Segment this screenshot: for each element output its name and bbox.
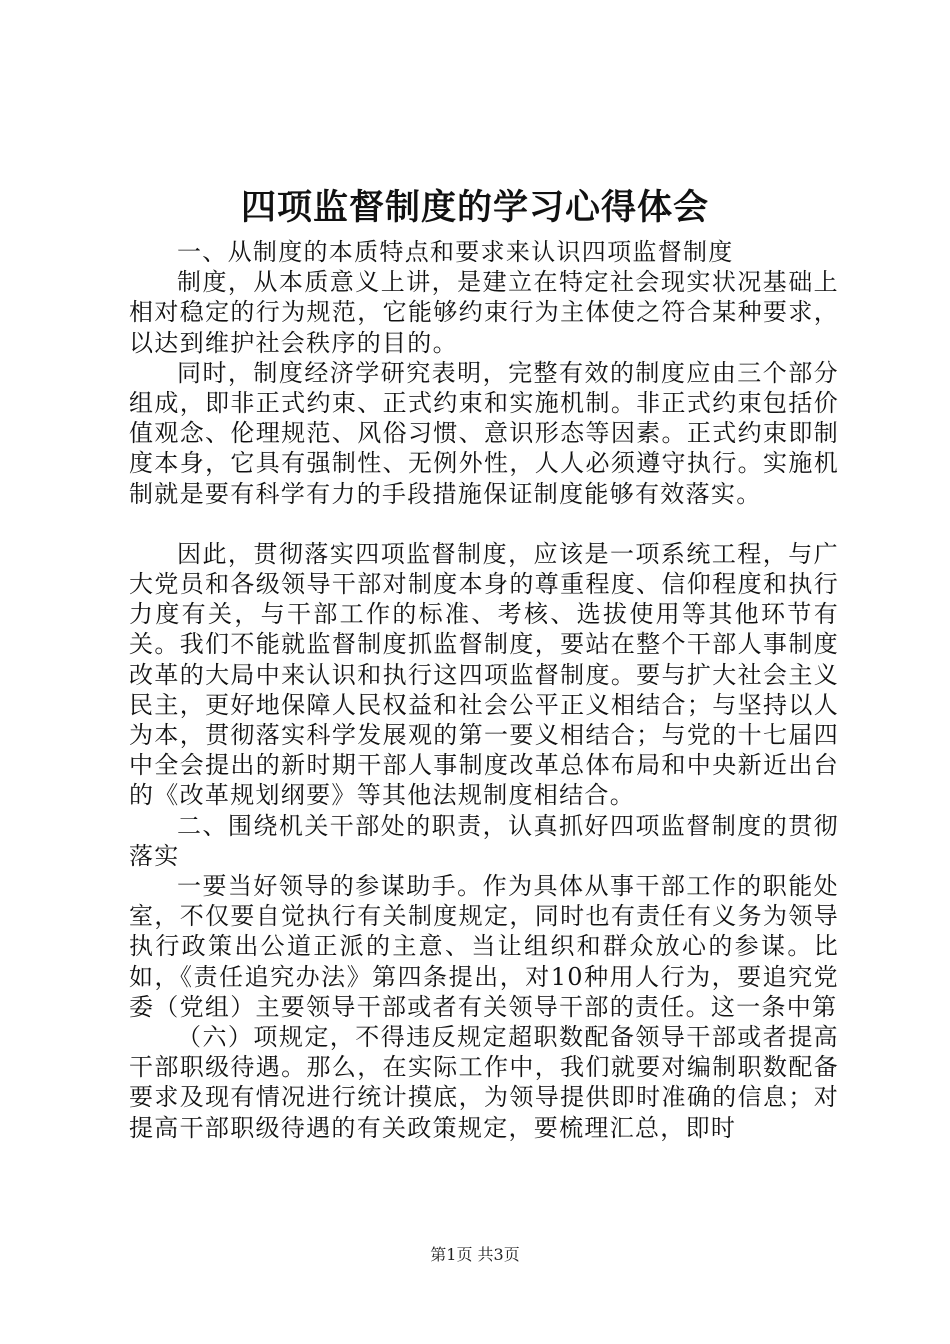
document-body <box>129 237 839 1143</box>
paragraph-item-six: （六）项规定，不得违反规定超职数配备领导干部或者提高干部职级待遇。那么，在实际工作中，我们就要对编制职数配备要求及现有情况进行统计摸底，为领导提供即时准确的信息；对提高干部职级待遇的有关政策规定，要梳理汇总，即时 <box>129 1023 839 1142</box>
section-heading-2: 二、围绕机关干部处的职责，认真抓好四项监督制度的贯彻落实 <box>129 811 839 870</box>
paragraph-definition: 制度，从本质意义上讲，是建立在特定社会现实状况基础上相对稳定的行为规范，它能够约束行为主体使之符合某种要求，以达到维护社会秩序的目的。 <box>129 268 839 357</box>
page-number-footer: 第1页 共3页 <box>430 1245 520 1264</box>
paragraph-advisor-role: 一要当好领导的参谋助手。作为具体从事干部工作的职能处室，不仅要自觉执行有关制度规定，同时也有责任有义务为领导执行政策出公道正派的主意、当让组织和群众放心的参谋。比如，《责任追究办法》第四条提出，对10种用人行为，要追究党委（党组）主要领导干部或者有关领导干部的责任。这一条中第 <box>129 872 839 1021</box>
section-heading-1: 一、从制度的本质特点和要求来认识四项监督制度 <box>177 238 734 266</box>
paragraph-system-engineering: 因此，贯彻落实四项监督制度，应该是一项系统工程，与广大党员和各级领导干部对制度本身的尊重程度、信仰程度和执行力度有关，与干部工作的标准、考核、选拔使用等其他环节有关。我们不能就监督制度抓监督制度，要站在整个干部人事制度改革的大局中来认识和执行这四项监督制度。要与扩大社会主义民主，更好地保障人民权益和社会公平正义相结合；与坚持以人为本，贯彻落实科学发展观的第一要义相结合；与党的十七届四中全会提出的新时期干部人事制度改革总体布局和中央新近出台的《改革规划纲要》等其他法规制度相结合。 <box>129 539 839 810</box>
paragraph-institutional-economics: 同时，制度经济学研究表明，完整有效的制度应由三个部分组成，即非正式约束、正式约束和实施机制。非正式约束包括价值观念、伦理规范、风俗习惯、意识形态等因素。正式约束即制度本身，它具有强制性、无例外性，人人必须遵守执行。实施机制就是要有科学有力的手段措施保证制度能够有效落实。 <box>129 358 839 508</box>
document-title: 四项监督制度的学习心得体会 <box>240 187 709 228</box>
